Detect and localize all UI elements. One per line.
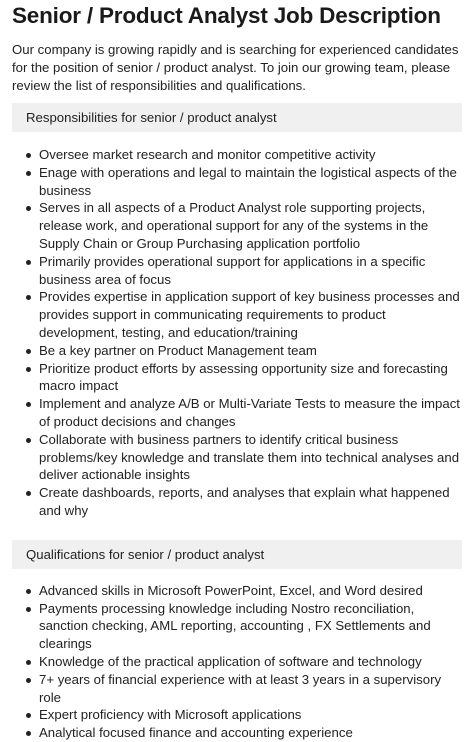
- page-title: Senior / Product Analyst Job Description: [12, 3, 441, 28]
- list-item: Collaborate with business partners to identify critical business problems/key knowledge and translate them into technical analyses and deliver actionable insights: [26, 431, 462, 484]
- list-item: 7+ years of financial experience with at least 3 years in a supervisory role: [26, 671, 462, 707]
- list-item: Implement and analyze A/B or Multi-Variate Tests to measure the impact of product decisions and changes: [26, 395, 462, 431]
- responsibilities-heading: Responsibilities for senior / product analyst: [12, 103, 462, 132]
- list-item: Be a key partner on Product Management team: [26, 342, 462, 360]
- qualifications-heading: Qualifications for senior / product analyst: [12, 540, 462, 569]
- list-item: Provides expertise in application support of key business processes and provides support in communicating requirements to product development, testing, and education/training: [26, 288, 462, 341]
- list-item: Create dashboards, reports, and analyses that explain what happened and why: [26, 484, 462, 520]
- list-item: Serves in all aspects of a Product Analyst role supporting projects, release work, and operational support for any of the systems in the Supply Chain or Group Purchasing application portfolio: [26, 199, 462, 252]
- list-item: Payments processing knowledge including Nostro reconciliation, sanction checking, AML reporting, accounting , FX Settlements and clearings: [26, 600, 462, 653]
- intro-paragraph: Our company is growing rapidly and is searching for experienced candidates for the position of senior / product analyst. To join our growing team, please review the list of responsibilities and qualifications.: [12, 42, 459, 93]
- list-item: Knowledge of the practical application of software and technology: [26, 653, 462, 671]
- list-item: Oversee market research and monitor competitive activity: [26, 146, 462, 164]
- list-item: Analytical focused finance and accounting experience: [26, 724, 462, 742]
- list-item: Expert proficiency with Microsoft applications: [26, 706, 462, 724]
- list-item: Prioritize product efforts by assessing opportunity size and forecasting macro impact: [26, 360, 462, 396]
- list-item: Enage with operations and legal to maintain the logistical aspects of the business: [26, 164, 462, 200]
- list-item: Advanced skills in Microsoft PowerPoint, Excel, and Word desired: [26, 582, 462, 600]
- responsibilities-list: [12, 146, 462, 520]
- qualifications-list: [12, 582, 462, 742]
- list-item: Primarily provides operational support for applications in a specific business area of focus: [26, 253, 462, 289]
